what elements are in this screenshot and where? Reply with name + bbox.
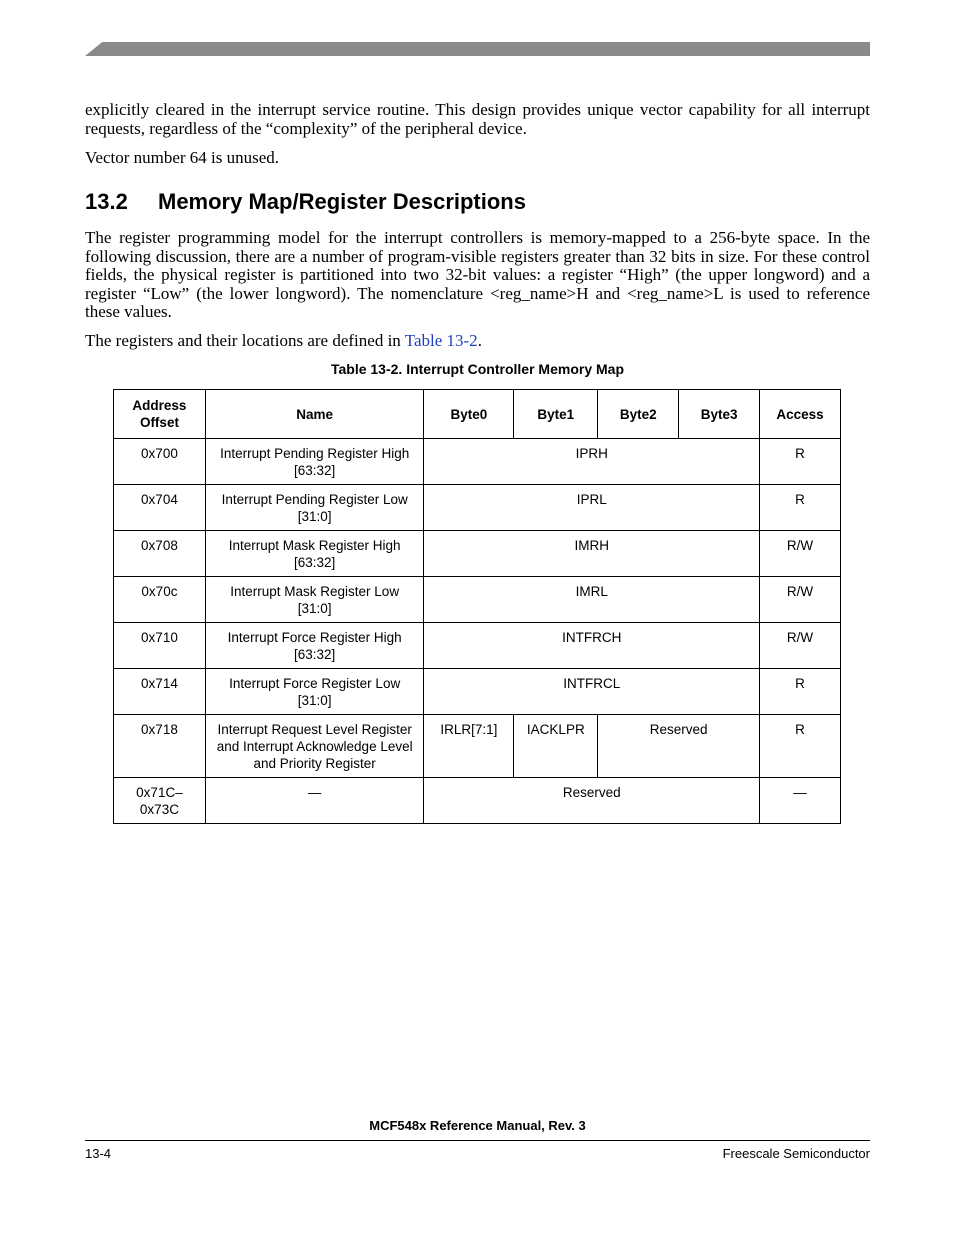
access-cell: R (760, 485, 841, 531)
offset-line2: 0x73C (139, 802, 179, 817)
access-cell: R/W (760, 531, 841, 577)
name-line2: [63:32] (294, 647, 336, 662)
table-reference-suffix: . (477, 331, 482, 350)
name-line2: [31:0] (297, 693, 332, 708)
byte23-reserved-cell: Reserved (598, 715, 760, 778)
name-line1: Interrupt Force Register High (227, 630, 402, 645)
table-row-reserved (114, 778, 841, 824)
offset-cell: 0x700 (114, 439, 206, 485)
register-cell: IPRH (424, 439, 760, 485)
name-line1: Interrupt Mask Register High (228, 538, 401, 553)
name-line2: [31:0] (297, 601, 332, 616)
section-title: Memory Map/Register Descriptions (158, 189, 526, 214)
byte1-cell: IACKLPR (514, 715, 598, 778)
header-access: Access (760, 390, 841, 439)
register-cell: IMRH (424, 531, 760, 577)
table-caption: Table 13-2. Interrupt Controller Memory Map (330, 361, 624, 377)
offset-cell: 0x718 (114, 715, 206, 778)
register-cell: INTFRCL (424, 669, 760, 715)
register-cell: INTFRCH (424, 623, 760, 669)
footer-manual-title: MCF548x Reference Manual, Rev. 3 (369, 1118, 586, 1133)
paragraph-vector-unused: Vector number 64 is unused. (85, 148, 280, 167)
table-row (114, 531, 841, 577)
name-line1: Interrupt Force Register Low (229, 676, 401, 691)
section-number: 13.2 (85, 189, 128, 214)
offset-cell: 0x70c (114, 577, 206, 623)
name-line2: [31:0] (297, 509, 332, 524)
access-cell: R (760, 715, 841, 778)
name-cell (205, 531, 424, 577)
header-byte0: Byte0 (424, 390, 514, 439)
name-cell (205, 485, 424, 531)
name-cell (205, 439, 424, 485)
offset-cell: 0x714 (114, 669, 206, 715)
offset-line1: 0x71C– (136, 785, 183, 800)
table-reference-link[interactable]: Table 13-2 (404, 331, 478, 350)
table-row (114, 669, 841, 715)
header-address-line2: Offset (139, 415, 179, 430)
table-row (114, 577, 841, 623)
table-row-irlr (114, 715, 841, 778)
offset-cell: 0x704 (114, 485, 206, 531)
paragraph-continuation: explicitly cleared in the interrupt service routine. This design provides unique vector capability for all interrupt requests, regardless of the “complexity” of the peripheral device. (85, 100, 870, 138)
header-address-line1: Address (132, 398, 187, 413)
byte0-cell: IRLR[7:1] (424, 715, 514, 778)
name-line1: Interrupt Request Level Register (217, 722, 412, 737)
section-heading (85, 188, 526, 216)
access-cell: — (760, 778, 841, 824)
name-cell (205, 623, 424, 669)
name-cell (205, 577, 424, 623)
access-cell: R/W (760, 623, 841, 669)
name-line2: [63:32] (294, 463, 336, 478)
paragraph-table-reference (85, 332, 870, 351)
memory-map-table (113, 389, 841, 824)
table-row (114, 485, 841, 531)
access-cell: R (760, 439, 841, 485)
header-byte3: Byte3 (679, 390, 760, 439)
name-cell: — (205, 778, 424, 824)
footer-page-number: 13-4 (85, 1146, 112, 1161)
table-row (114, 439, 841, 485)
table-reference-prefix: The registers and their locations are defined in (85, 331, 405, 350)
table-header-row (114, 390, 841, 439)
register-cell: Reserved (424, 778, 760, 824)
name-line3: and Priority Register (253, 756, 376, 771)
header-address-offset (114, 390, 206, 439)
offset-cell (114, 778, 206, 824)
register-cell: IPRL (424, 485, 760, 531)
header-byte2: Byte2 (598, 390, 679, 439)
access-cell: R/W (760, 577, 841, 623)
name-line2: and Interrupt Acknowledge Level (216, 739, 413, 754)
header-byte1: Byte1 (514, 390, 598, 439)
table-row (114, 623, 841, 669)
access-cell: R (760, 669, 841, 715)
name-cell (205, 669, 424, 715)
name-line1: Interrupt Mask Register Low (230, 584, 400, 599)
name-line1: Interrupt Pending Register Low (221, 492, 408, 507)
header-bar (85, 42, 870, 56)
footer-rule (85, 1140, 870, 1141)
footer-company: Freescale Semiconductor (722, 1146, 870, 1161)
register-cell: IMRL (424, 577, 760, 623)
offset-cell: 0x710 (114, 623, 206, 669)
offset-cell: 0x708 (114, 531, 206, 577)
name-cell (205, 715, 424, 778)
name-line1: Interrupt Pending Register High (220, 446, 410, 461)
header-name: Name (205, 390, 424, 439)
name-line2: [63:32] (294, 555, 336, 570)
paragraph-register-model: The register programming model for the interrupt controllers is memory-mapped to a 256-byte space. In the following discussion, there are a number of program-visible registers greater than 32 bits in size. For these control fields, the physical register is partitioned into two 32-bit values: a register “High” (the upper longword) and a register “Low” (the lower longword). The nomenclature <reg_name>H and <reg_name>L is used to reference these values. (85, 228, 870, 321)
